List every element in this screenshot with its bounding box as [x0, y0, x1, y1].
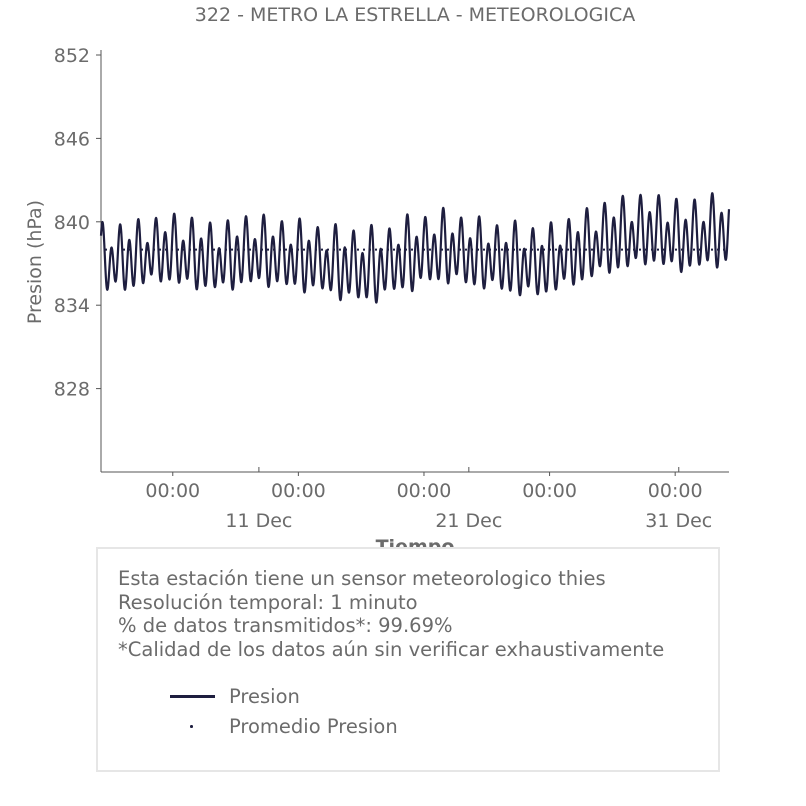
- plot-area: [101, 193, 729, 302]
- x-time-label: 00:00: [647, 480, 703, 502]
- x-axis: [101, 467, 729, 532]
- y-tick-label: 828: [53, 378, 90, 401]
- sensor-info: Esta estación tiene un sensor meteorologico thies: [118, 567, 606, 590]
- x-time-label: 00:00: [396, 480, 452, 502]
- x-time-label: 00:00: [270, 480, 326, 502]
- quality-note: *Calidad de los datos aún sin verificar exhaustivamente: [118, 637, 665, 661]
- x-time-label: 00:00: [522, 480, 577, 502]
- legend: [170, 681, 398, 741]
- legend-item-promedio: [170, 711, 398, 741]
- y-tick-label: 852: [53, 45, 90, 67]
- transmission-info: % de datos transmitidos*: 99.69%: [118, 614, 453, 637]
- y-tick-label: 840: [53, 211, 90, 234]
- series-presion: [101, 193, 729, 302]
- y-tick-label: 846: [53, 128, 90, 151]
- y-axis: [54, 45, 101, 472]
- legend-item-presion: [170, 681, 398, 711]
- chart-title: 322 - METRO LA ESTRELLA - METEOROLOGICA: [194, 4, 636, 26]
- legend-label-presion: Presion: [229, 684, 300, 708]
- y-tick-label: 834: [53, 295, 90, 318]
- y-axis-label: Presion (hPa): [24, 199, 46, 325]
- resolution-info: Resolución temporal: 1 minuto: [118, 590, 418, 614]
- x-date-label: 21 Dec: [435, 510, 503, 532]
- legend-label-promedio: Promedio Presion: [229, 714, 398, 738]
- x-date-label: 11 Dec: [225, 510, 293, 532]
- dotted-line-swatch: [170, 716, 215, 736]
- x-date-label: 31 Dec: [645, 510, 713, 532]
- x-time-label: 00:00: [145, 480, 201, 502]
- info-box: [96, 547, 720, 772]
- solid-line-swatch: [170, 686, 215, 706]
- station-info: [118, 567, 664, 661]
